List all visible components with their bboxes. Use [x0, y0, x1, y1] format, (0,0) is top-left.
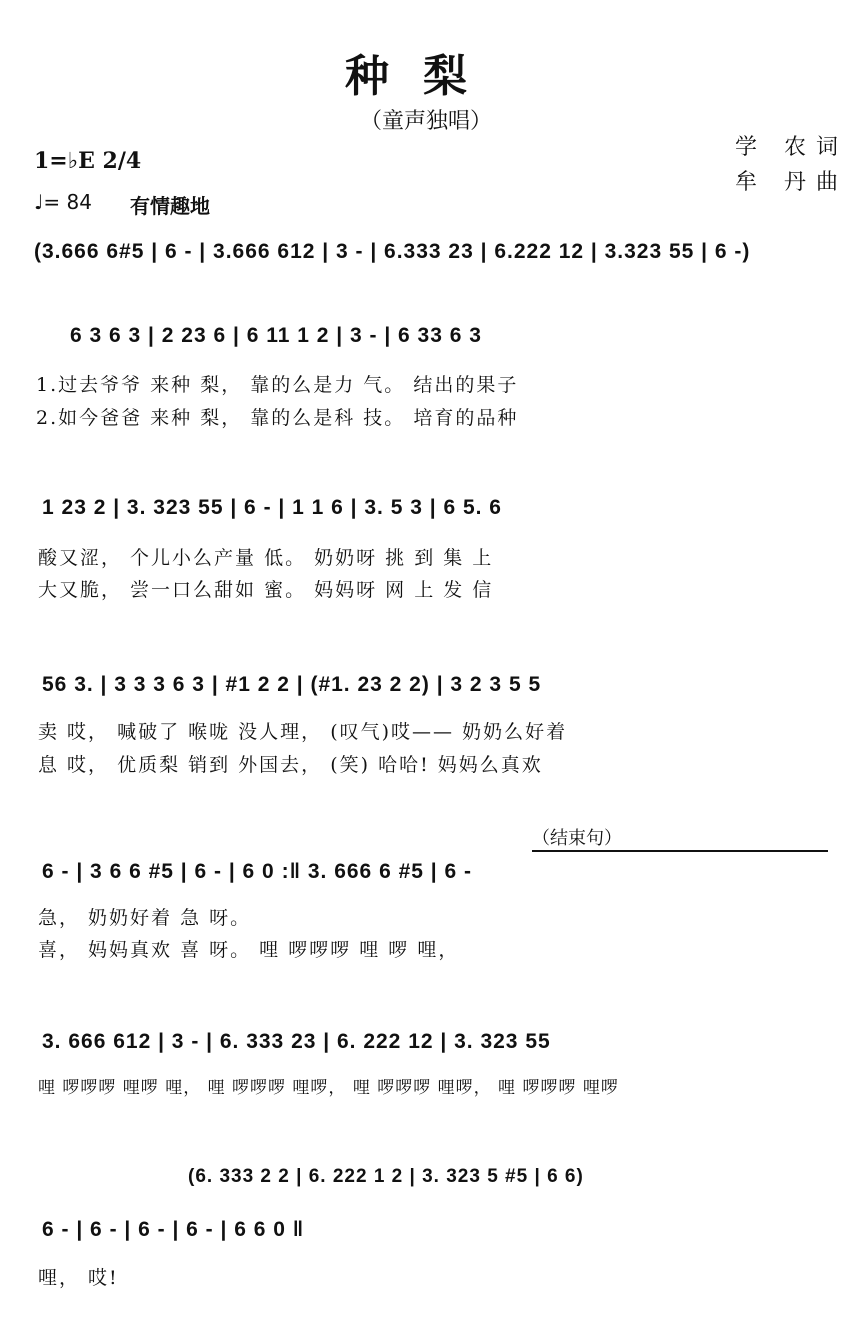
- lyric-verse-2: 息 哎， 优质梨 销到 外国去， (笑) 哈哈! 妈妈么真欢: [38, 754, 543, 776]
- notation-line: 6 3 6 3 | 2 23 6 | 6 11 1 2 | 3 - | 6 33 6 3: [70, 324, 482, 347]
- ending-label: （结束句）: [532, 828, 622, 849]
- notation-line: 1 23 2 | 3. 323 55 | 6 - | 1 1 6 | 3. 5 3 | 6 5. 6: [42, 496, 502, 519]
- lyric-verse-1: 哩 啰啰啰 哩啰 哩， 哩 啰啰啰 哩啰， 哩 啰啰啰 哩啰， 哩 啰啰啰 哩啰: [38, 1078, 619, 1098]
- lyric-verse-1: 卖 哎， 喊破了 喉咙 没人理， (叹气)哎—— 奶奶么好着: [38, 721, 568, 743]
- key-signature: 1=♭E 2/4: [34, 148, 142, 174]
- page-title: 种梨: [345, 51, 501, 102]
- notation-line: 56 3. | 3 3 3 6 3 | #1 2 2 | (#1. 23 2 2) | 3 2 3 5 5: [42, 673, 542, 696]
- notation-line: 6 - | 6 - | 6 - | 6 - | 6 6 0 ‖: [42, 1218, 305, 1241]
- lyric-verse-1: 急， 奶奶好着 急 呀。: [38, 907, 252, 929]
- lyric-verse-1: 1.过去爷爷 来种 梨， 靠的么是力 气。 结出的果子: [36, 374, 519, 396]
- subtitle: （童声独唱）: [360, 109, 493, 134]
- notation-line: 3. 666 612 | 3 - | 6. 333 23 | 6. 222 12 | 3. 323 55: [42, 1030, 551, 1053]
- tempo-mark: ♩= 84: [34, 190, 92, 214]
- notation-line: 6 - | 3 6 6 #5 | 6 - | 6 0 :‖ 3. 666 6 #5 | 6 -: [42, 860, 472, 883]
- lyric-verse-2: 大又脆， 尝一口么甜如 蜜。 妈妈呀 网 上 发 信: [38, 579, 494, 601]
- notation-line: (3.666 6#5 | 6 - | 3.666 612 | 3 - | 6.333 23 | 6.222 12 | 3.323 55 | 6 -): [34, 240, 751, 263]
- lyric-verse-1: 酸又涩， 个儿小么产量 低。 奶奶呀 挑 到 集 上: [38, 547, 494, 569]
- upper-notation-line: (6. 333 2 2 | 6. 222 1 2 | 3. 323 5 #5 | 6 6): [188, 1166, 584, 1187]
- lyric-verse-1: 哩， 哎!: [38, 1267, 119, 1289]
- expression-mark: 有情趣地: [130, 194, 210, 218]
- lyricist-credit: 学 农词: [735, 135, 848, 160]
- lyric-verse-2: 喜， 妈妈真欢 喜 呀。 哩 啰啰啰 哩 啰 哩，: [38, 939, 460, 961]
- ending-bracket: [532, 850, 828, 852]
- composer-credit: 牟 丹曲: [735, 170, 848, 195]
- lyric-verse-2: 2.如今爸爸 来种 梨， 靠的么是科 技。 培育的品种: [36, 407, 519, 429]
